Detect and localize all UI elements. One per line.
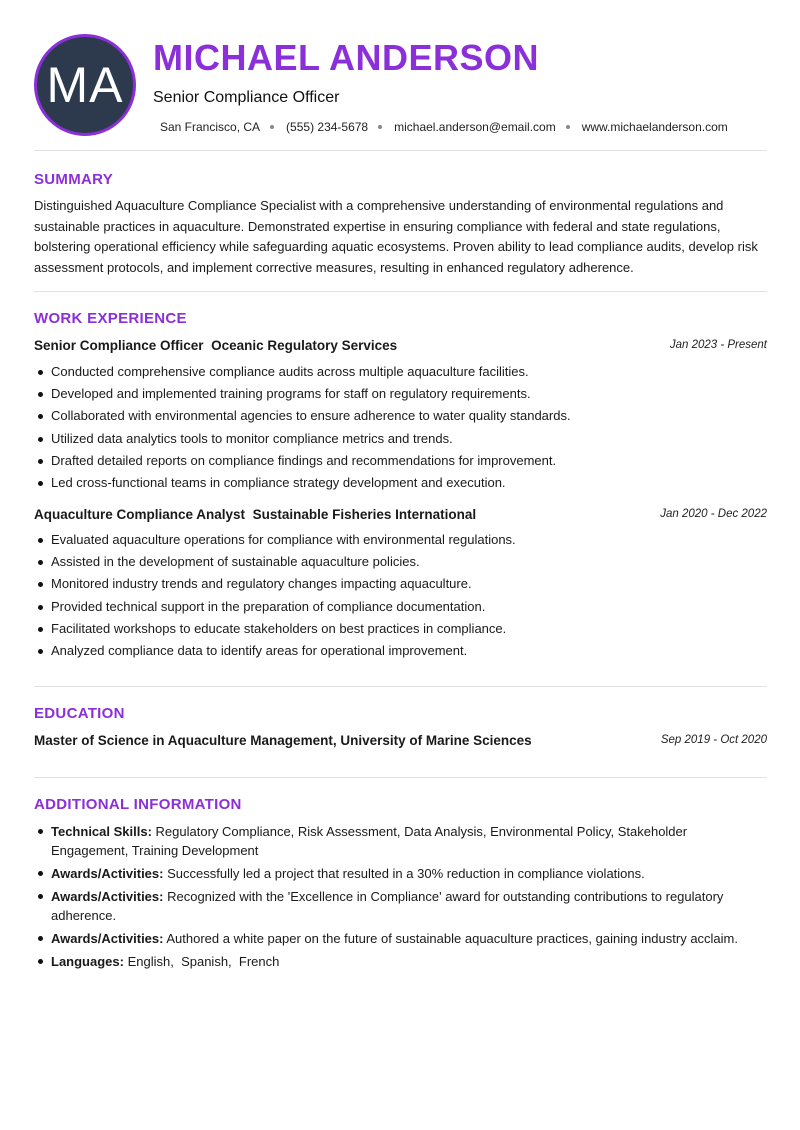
list-item: Facilitated workshops to educate stakeholders on best practices in compliance. [34, 619, 767, 641]
list-item: Assisted in the development of sustainable aquaculture policies. [34, 552, 767, 574]
additional-info-list [34, 822, 767, 975]
contact-website[interactable]: www.michaelanderson.com [581, 120, 728, 134]
education-degree: Master of Science in Aquaculture Management, University of Marine Sciences [34, 733, 532, 748]
list-item [34, 887, 767, 925]
info-label: Awards/Activities: [51, 866, 164, 881]
job-company: Oceanic Regulatory Services [211, 338, 398, 353]
info-label: Awards/Activities: [51, 889, 164, 904]
list-item: Analyzed compliance data to identify areas for operational improvement. [34, 641, 767, 663]
divider [34, 150, 767, 151]
divider [34, 777, 767, 778]
info-text: Regulatory Compliance, Risk Assessment, Data Analysis, Environmental Policy, Stakeholder Engagement, Training Development [51, 824, 688, 858]
list-item: Conducted comprehensive compliance audits across multiple aquaculture facilities. [34, 362, 767, 384]
candidate-title: Senior Compliance Officer [153, 89, 340, 106]
education-entry [34, 733, 767, 748]
list-item [34, 864, 767, 883]
summary-heading: SUMMARY [34, 171, 114, 188]
divider [34, 291, 767, 292]
list-item: Evaluated aquaculture operations for compliance with environmental regulations. [34, 530, 767, 552]
job-bullet-list [34, 530, 767, 663]
separator-dot-icon [378, 125, 382, 129]
list-item [34, 822, 767, 860]
avatar-initials: MA [46, 57, 124, 113]
list-item: Drafted detailed reports on compliance findings and recommendations for improvement. [34, 451, 767, 473]
job-bullet-list [34, 362, 767, 495]
candidate-name: MICHAEL ANDERSON [153, 37, 540, 78]
info-label: Languages: [51, 954, 124, 969]
job-dates: Jan 2020 - Dec 2022 [660, 508, 767, 520]
info-text: Recognized with the 'Excellence in Compliance' award for outstanding contributions to regulatory adherence. [51, 889, 724, 923]
job-dates: Jan 2023 - Present [669, 339, 767, 351]
education-dates: Sep 2019 - Oct 2020 [660, 734, 767, 746]
avatar [34, 34, 136, 136]
list-item [34, 929, 767, 948]
contact-location: San Francisco, CA [160, 120, 261, 134]
job-header [34, 507, 767, 522]
job-role: Senior Compliance Officer [34, 338, 204, 353]
list-item: Led cross-functional teams in compliance strategy development and execution. [34, 473, 767, 495]
separator-dot-icon [566, 125, 570, 129]
list-item: Provided technical support in the preparation of compliance documentation. [34, 597, 767, 619]
education-heading: EDUCATION [34, 705, 125, 722]
list-item [34, 952, 767, 971]
additional-info-heading: ADDITIONAL INFORMATION [34, 796, 242, 813]
info-text: Successfully led a project that resulted in a 30% reduction in compliance violations. [167, 866, 645, 881]
info-label: Technical Skills: [51, 824, 152, 839]
job-header [34, 338, 767, 353]
info-label: Awards/Activities: [51, 931, 164, 946]
divider [34, 686, 767, 687]
job-role: Aquaculture Compliance Analyst [34, 507, 246, 522]
job-company: Sustainable Fisheries International [252, 507, 477, 522]
list-item: Monitored industry trends and regulatory changes impacting aquaculture. [34, 574, 767, 596]
summary-text: Distinguished Aquaculture Compliance Specialist with a comprehensive understanding of environmental regulations and sustainable practices in aquaculture. Demonstrated expertise in ensuring compliance with federal and state regulations, bolstering operational efficiency while safeguarding aquatic ecosystems. Proven ability to lead compliance audits, develop risk assessment protocols, and implement corrective measures, resulting in enhanced regulatory adherence. [34, 198, 758, 275]
list-item: Utilized data analytics tools to monitor compliance metrics and trends. [34, 429, 767, 451]
list-item: Developed and implemented training programs for staff on regulatory requirements. [34, 384, 767, 406]
contact-line [160, 120, 728, 134]
separator-dot-icon [270, 125, 274, 129]
resume-header [34, 34, 767, 144]
contact-phone[interactable]: (555) 234-5678 [286, 120, 369, 134]
info-text: English, Spanish, French [127, 954, 280, 969]
list-item: Collaborated with environmental agencies to ensure adherence to water quality standards. [34, 406, 767, 428]
work-experience-heading: WORK EXPERIENCE [34, 310, 187, 327]
info-text: Authored a white paper on the future of sustainable aquaculture practices, gaining industry acclaim. [166, 931, 738, 946]
contact-email[interactable]: michael.anderson@email.com [394, 120, 556, 134]
